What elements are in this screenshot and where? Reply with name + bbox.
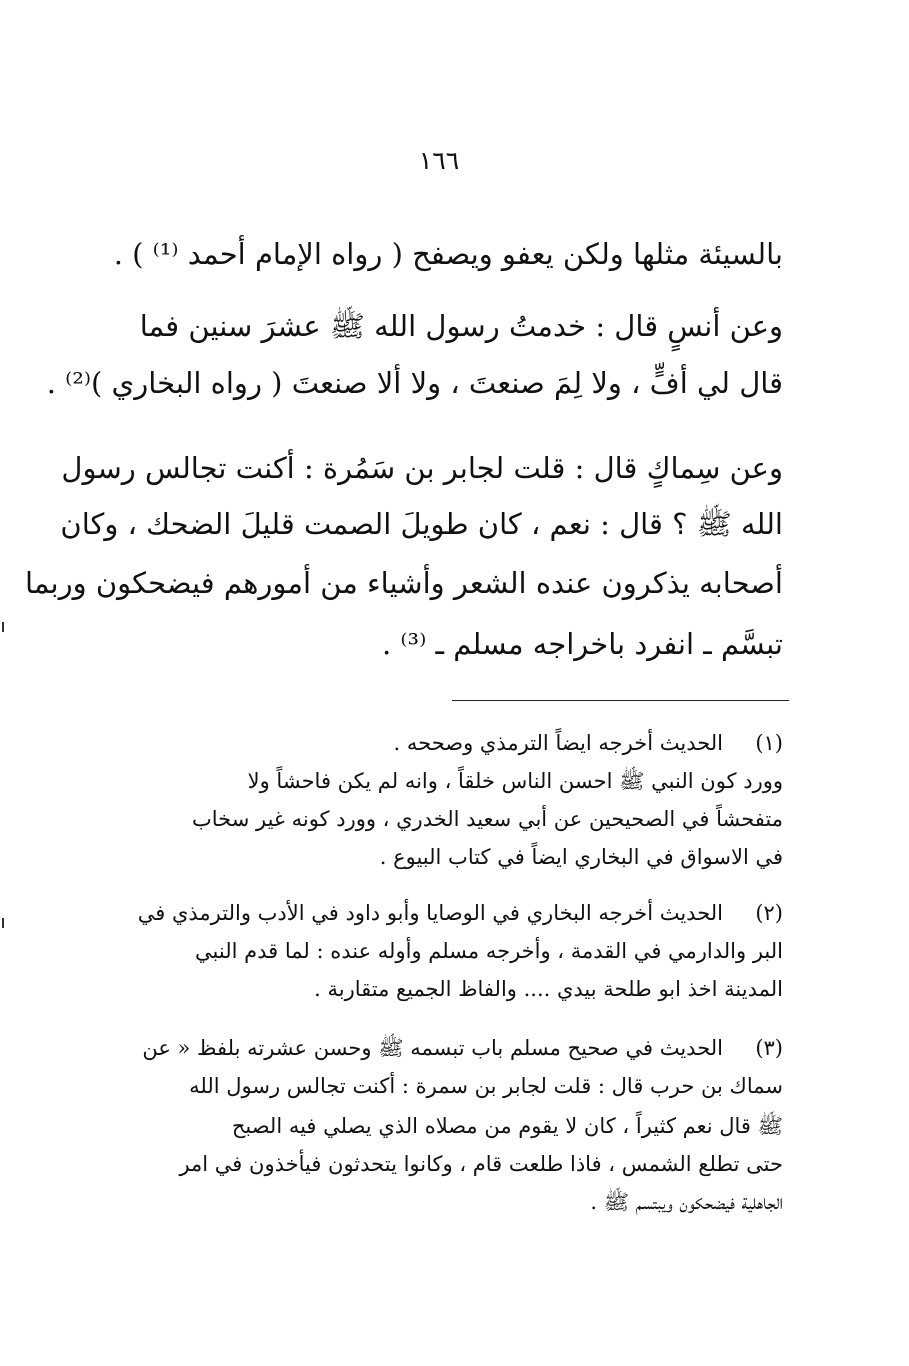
footnote-line: متفحشاً في الصحيحين عن أبي سعيد الخدري ، وورد كونه غير سخاب: [192, 807, 783, 831]
footnote-line: ﷺ قال نعم كثيراً ، كان لا يقوم من مصلاه الذي يصلي فيه الصبح: [231, 1114, 783, 1138]
page-number: ١٦٦: [418, 146, 460, 175]
footnote-line: البر والدارمي في القدمة ، وأخرجه مسلم وأوله عنده : لما قدم النبي: [195, 939, 783, 963]
footnote-number: (٣): [755, 1036, 783, 1060]
body-line: وعن أنسٍ قال : خدمتُ رسول الله ﷺ عشرَ سنين فما: [139, 309, 783, 343]
footnote-line: الحديث في صحيح مسلم باب تبسمه ﷺ وحسن عشرته بلفظ « عن: [142, 1036, 723, 1060]
body-line: الله ﷺ ؟ قال : نعم ، كان طويلَ الصمت قليلَ الضحك ، وكان: [60, 507, 783, 541]
footnote-divider: [452, 700, 789, 701]
body-line: وعن سِماكٍ قال : قلت لجابر بن سَمُرة : أكنت تجالس رسول: [61, 451, 783, 485]
footnote-number: (٢): [755, 901, 783, 925]
footnote-number: (١): [755, 731, 783, 755]
footnote-line: المدينة اخذ ابو طلحة بيدي .... والفاظ الجميع متقاربة .: [314, 977, 783, 1001]
footnote-line: سماك بن حرب قال : قلت لجابر بن سمرة : أكنت تجالس رسول الله: [189, 1074, 783, 1098]
footnote-line: في الاسواق في البخاري ايضاً في كتاب البيوع .: [379, 845, 783, 869]
footnote-line: الحديث أخرجه ايضاً الترمذي وصححه .: [393, 731, 723, 755]
body-line: قال لي أفٍّ ، ولا لِمَ صنعتَ ، ولا ألا صنعتَ ( رواه البخاري )⁽²⁾ .: [46, 366, 783, 400]
scan-edge-mark: [2, 622, 4, 632]
scan-edge-mark: [2, 918, 4, 928]
footnote-line: وورد كون النبي ﷺ احسن الناس خلقاً ، وانه لم يكن فاحشاً ولا: [247, 769, 783, 793]
footnote-line: الجاهلية فيضحكون ويبتسم ﷺ .: [590, 1190, 783, 1214]
footnote-line: الحديث أخرجه البخاري في الوصايا وأبو داود في الأدب والترمذي في: [137, 901, 723, 925]
body-line: أصحابه يذكرون عنده الشعر وأشياء من أمورهم فيضحكون وربما: [24, 566, 783, 600]
body-line: تبسَّم ـ انفرد باخراجه مسلم ـ ⁽³⁾ .: [381, 627, 783, 661]
footnote-line: حتى تطلع الشمس ، فاذا طلعت قام ، وكانوا يتحدثون فيأخذون في امر: [179, 1152, 783, 1176]
body-line: بالسيئة مثلها ولكن يعفو ويصفح ( رواه الإمام أحمد ⁽¹⁾ ) .: [113, 237, 783, 271]
